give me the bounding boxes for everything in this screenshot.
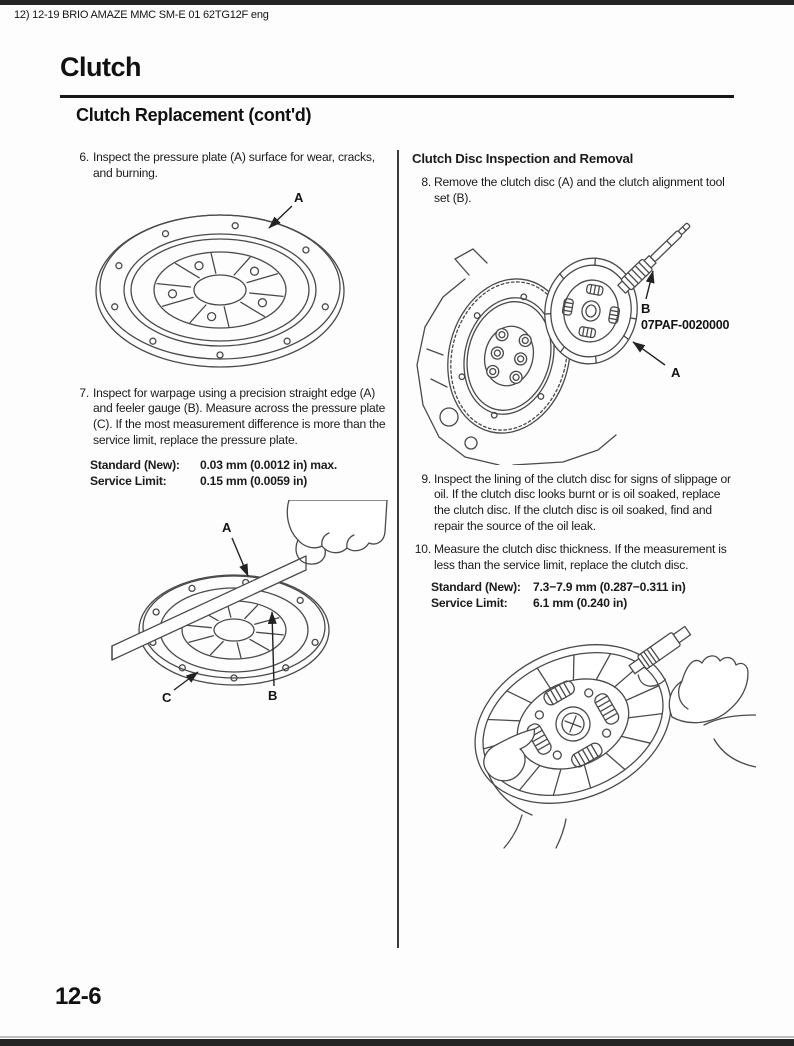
spec-label: Standard (New): bbox=[90, 457, 180, 472]
step-line: Inspect for warpage using a precision straight edge (A) bbox=[93, 385, 376, 400]
callout-a bbox=[222, 520, 248, 576]
pressure-plate-drawing bbox=[96, 215, 344, 367]
spec-label: Service Limit: bbox=[431, 596, 508, 611]
step-line: service limit, replace the pressure plate. bbox=[93, 432, 298, 447]
step-line: repair the source of the oil leak. bbox=[434, 518, 596, 533]
step-line: the clutch disc. If the clutch disc is oil soaked, find and bbox=[434, 503, 712, 518]
callout-a bbox=[633, 342, 681, 380]
spec-value: 0.15 mm (0.0059 in) bbox=[200, 473, 308, 488]
spec-row bbox=[431, 596, 750, 612]
callout-c bbox=[162, 672, 198, 705]
step-6 bbox=[60, 150, 392, 182]
callout-b bbox=[641, 271, 729, 332]
step-line: oil. If the clutch disc looks burnt or is oil soaked, replace bbox=[434, 487, 721, 502]
step-text bbox=[434, 472, 731, 535]
column-divider bbox=[397, 150, 399, 948]
spec-row bbox=[431, 580, 750, 596]
step-number: 6. bbox=[79, 150, 89, 164]
step-9 bbox=[410, 472, 750, 535]
step-line: and burning. bbox=[93, 165, 158, 180]
callout-b-label: B bbox=[268, 688, 278, 704]
figure-disc-measurement-illustration bbox=[436, 617, 756, 849]
step-line: Measure the clutch disc thickness. If the measurement is bbox=[434, 541, 727, 556]
spec-value: 0.03 mm (0.0012 in) max. bbox=[200, 457, 338, 472]
step-line: Remove the clutch disc (A) and the clutch alignment tool bbox=[434, 175, 725, 189]
step-text bbox=[434, 175, 725, 207]
section-title: Clutch Replacement (cont'd) bbox=[76, 105, 312, 125]
step-line: (C). If the most measurement difference is more than the bbox=[93, 417, 386, 432]
spec-label: Service Limit: bbox=[90, 473, 167, 488]
callout-b bbox=[268, 612, 277, 703]
figure-warpage-check-illustration bbox=[74, 500, 389, 718]
step-8 bbox=[410, 175, 750, 207]
step-line: less than the service limit, replace the clutch disc. bbox=[434, 557, 689, 572]
part-number-label: 07PAF-0020000 bbox=[641, 317, 730, 332]
step-number: 7. bbox=[79, 385, 89, 400]
step-number: 10. bbox=[414, 541, 431, 556]
callout-c-label: C bbox=[162, 690, 172, 706]
spec-row bbox=[90, 474, 392, 490]
subsection-heading: Clutch Disc Inspection and Removal bbox=[412, 151, 634, 166]
hand-drawing bbox=[287, 500, 387, 564]
callout-a-label: A bbox=[671, 364, 681, 380]
step-text bbox=[93, 386, 385, 449]
step-line: and feeler gauge (B). Measure across the pressure plate bbox=[93, 401, 386, 416]
page-number: 12-6 bbox=[55, 983, 102, 1010]
straight-edge-drawing bbox=[112, 556, 306, 660]
clutch-disc-drawing bbox=[536, 250, 645, 370]
document-header-code: 12) 12-19 BRIO AMAZE MMC SM-E 01 62TG12F eng bbox=[14, 9, 269, 21]
step-line: Inspect the lining of the clutch disc for signs of slippage or bbox=[434, 471, 731, 486]
step-10 bbox=[410, 542, 750, 574]
left-column bbox=[60, 150, 392, 718]
step-7 bbox=[60, 386, 392, 449]
spec-value: 7.3−7.9 mm (0.287−0.311 in) bbox=[533, 580, 686, 595]
title-rule bbox=[60, 95, 734, 98]
bottom-scan-bar bbox=[0, 1039, 794, 1046]
right-hand-drawing bbox=[669, 656, 756, 767]
step-text bbox=[93, 150, 375, 182]
right-column bbox=[410, 150, 750, 849]
spec-row bbox=[90, 458, 392, 474]
callout-a-label: A bbox=[294, 189, 304, 205]
thickness-spec-block bbox=[431, 580, 750, 612]
figure-disc-removal-illustration bbox=[413, 209, 743, 465]
top-scan-bar bbox=[0, 0, 794, 5]
step-line: Inspect the pressure plate (A) surface for wear, cracks, bbox=[93, 150, 375, 164]
spec-label: Standard (New): bbox=[431, 580, 521, 595]
callout-a bbox=[269, 190, 304, 228]
warpage-spec-block bbox=[90, 458, 392, 490]
step-text bbox=[434, 542, 727, 574]
step-number: 9. bbox=[421, 471, 431, 486]
chapter-title: Clutch bbox=[60, 52, 141, 82]
bottom-rule bbox=[0, 1036, 794, 1038]
callout-a-label: A bbox=[222, 520, 232, 536]
figure-pressure-plate-illustration bbox=[78, 186, 378, 378]
step-number: 8. bbox=[421, 175, 431, 189]
callout-b-label: B bbox=[641, 300, 651, 316]
alignment-tool-drawing bbox=[616, 219, 693, 294]
spec-value: 6.1 mm (0.240 in) bbox=[533, 596, 628, 611]
step-line: set (B). bbox=[434, 190, 472, 205]
